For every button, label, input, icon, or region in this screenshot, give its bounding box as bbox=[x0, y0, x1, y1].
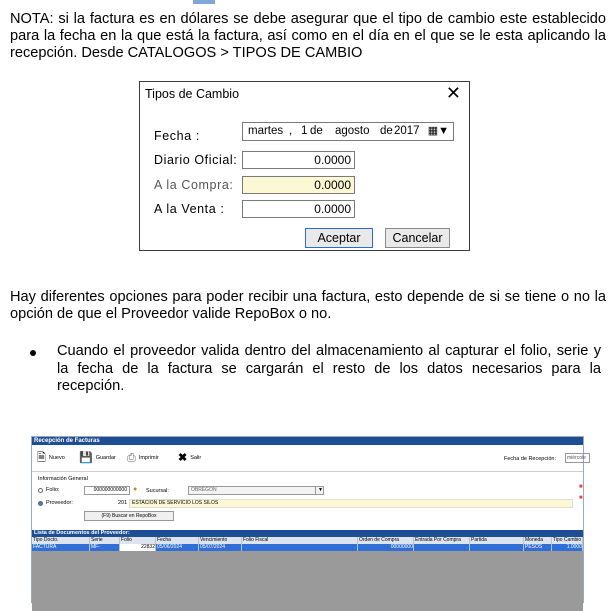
chevron-down-icon[interactable]: ▼ bbox=[315, 486, 325, 495]
bullet-text: Cuando el proveedor valida dentro del almacenamiento al capturar el folio, serie y la fecha de la factura se cargarán el resto de los datos necesarios para la recepción. bbox=[57, 343, 601, 394]
column-header[interactable]: Moneda bbox=[524, 537, 552, 544]
date-de-2: de bbox=[380, 125, 393, 137]
cell-partida bbox=[470, 544, 524, 551]
table-row[interactable] bbox=[32, 544, 583, 551]
new-document-icon: 🗎 bbox=[37, 451, 46, 464]
bullet-dot-icon bbox=[30, 350, 36, 356]
divider bbox=[32, 471, 583, 472]
column-header[interactable]: Serie bbox=[90, 537, 120, 544]
radio-selected-icon bbox=[38, 501, 43, 506]
nuevo-label: Nuevo bbox=[48, 455, 65, 461]
top-accent-bar bbox=[193, 0, 215, 4]
diario-oficial-input[interactable]: 0.0000 bbox=[242, 151, 355, 169]
tipos-de-cambio-dialog bbox=[139, 81, 470, 251]
guardar-label: Guardar bbox=[95, 455, 116, 461]
date-separator: , bbox=[289, 125, 293, 137]
radio-icon bbox=[38, 488, 43, 493]
proveedor-label: Proveedor: bbox=[46, 500, 73, 506]
cell-folio-fiscal bbox=[242, 544, 358, 551]
salir-label: Salir bbox=[190, 455, 202, 461]
print-icon: ⎙ bbox=[127, 451, 136, 464]
fecha-recepcion-input[interactable]: miércole bbox=[565, 453, 590, 463]
cell-orden-compra: 00000000 bbox=[358, 544, 414, 551]
column-header[interactable]: Folio Fiscal bbox=[242, 537, 358, 544]
folio-label: Folio: bbox=[46, 487, 60, 493]
column-header[interactable]: Fecha bbox=[156, 537, 199, 544]
save-icon: 💾 bbox=[79, 451, 93, 464]
side-marker: ■ bbox=[579, 484, 583, 490]
buscar-repobox-button[interactable]: (F9) Buscar en RepoBox bbox=[84, 511, 174, 521]
diario-oficial-label: Diario Oficial: bbox=[154, 153, 238, 167]
date-month: agosto bbox=[335, 125, 370, 137]
date-year: 2017 bbox=[394, 125, 420, 137]
column-header[interactable]: Folio bbox=[120, 537, 156, 544]
a-la-venta-input[interactable]: 0.0000 bbox=[242, 200, 355, 218]
a-la-compra-label: A la Compra: bbox=[154, 178, 234, 192]
cell-fecha: 05/06/2024 bbox=[156, 544, 199, 551]
proveedor-radio[interactable] bbox=[38, 500, 73, 506]
options-paragraph: Hay diferentes opciones para poder recibir una factura, esto depende de si se tiene o no la opción de que el Proveedor valide RepoBox o no. bbox=[10, 289, 606, 322]
info-general-label: Información General bbox=[38, 476, 88, 482]
folio-radio[interactable] bbox=[38, 487, 59, 493]
cell-tipo-cambio: 1.0000 bbox=[552, 544, 583, 551]
grid-header bbox=[32, 537, 583, 544]
column-header[interactable]: Partida bbox=[470, 537, 524, 544]
cell-folio-input[interactable]: 22832 bbox=[120, 544, 156, 551]
imprimir-button[interactable] bbox=[127, 452, 159, 464]
search-user-icon[interactable]: ● bbox=[133, 486, 138, 493]
side-marker: ■ bbox=[579, 495, 583, 501]
cell-entrada bbox=[414, 544, 470, 551]
dialog-title: Tipos de Cambio bbox=[145, 87, 240, 101]
aceptar-button[interactable]: Aceptar bbox=[305, 228, 373, 248]
guardar-button[interactable] bbox=[79, 452, 116, 464]
close-icon[interactable]: ✕ bbox=[445, 83, 461, 103]
nuevo-button[interactable] bbox=[37, 452, 65, 464]
column-header[interactable]: Tipo Cambio bbox=[553, 537, 582, 543]
cell-moneda: PESOS bbox=[524, 544, 552, 551]
cell-tipo: FACTURA bbox=[32, 544, 90, 551]
cancelar-button[interactable]: Cancelar bbox=[385, 228, 450, 248]
a-la-venta-label: A la Venta : bbox=[154, 202, 225, 216]
fecha-recepcion-label: Fecha de Recepción: bbox=[504, 456, 556, 462]
cell-serie: MF- bbox=[90, 544, 120, 551]
salir-button[interactable] bbox=[178, 452, 201, 464]
column-header[interactable]: Orden de Compra bbox=[358, 537, 414, 544]
column-header[interactable]: Tipo Docto. bbox=[32, 537, 90, 544]
proveedor-name-input[interactable]: ESTACION DE SERVICIO LOS SILOS bbox=[129, 499, 573, 508]
a-la-compra-input[interactable]: 0.0000 bbox=[242, 176, 355, 194]
grid-title: Lista de Documentos del Proveedor: bbox=[32, 530, 583, 537]
close-icon: ✖ bbox=[178, 451, 188, 464]
proveedor-number: 201 bbox=[118, 500, 128, 506]
fecha-date-picker[interactable] bbox=[242, 122, 454, 141]
column-header[interactable]: Entrada Por Compra bbox=[414, 537, 470, 544]
window-title: Recepción de Facturas bbox=[32, 437, 583, 445]
fecha-label: Fecha : bbox=[154, 129, 200, 143]
column-header[interactable]: Vencimiento bbox=[199, 537, 242, 544]
cell-vencimiento: 05/07/2024 bbox=[199, 544, 242, 551]
sucursal-label: Sucursal: bbox=[146, 488, 169, 494]
imprimir-label: Imprimir bbox=[138, 455, 159, 461]
calendar-dropdown-icon[interactable]: ▦▼ bbox=[427, 125, 449, 137]
date-day: 1 bbox=[301, 125, 308, 137]
grid-empty-area bbox=[32, 551, 583, 611]
sucursal-select[interactable]: OBREGON bbox=[188, 486, 324, 495]
folio-input[interactable]: 000000000000 bbox=[84, 486, 130, 495]
date-de-1: de bbox=[310, 125, 323, 137]
recepcion-facturas-window bbox=[31, 436, 584, 603]
note-paragraph: NOTA: si la factura es en dólares se debe asegurar que el tipo de cambio este establecido para la fecha en la que está la factura, así como en el día en el que se le esta aplicando la recepción. Desde CATALOGOS > TIPOS DE CAMBIO bbox=[10, 11, 606, 61]
date-weekday: martes bbox=[248, 125, 284, 137]
